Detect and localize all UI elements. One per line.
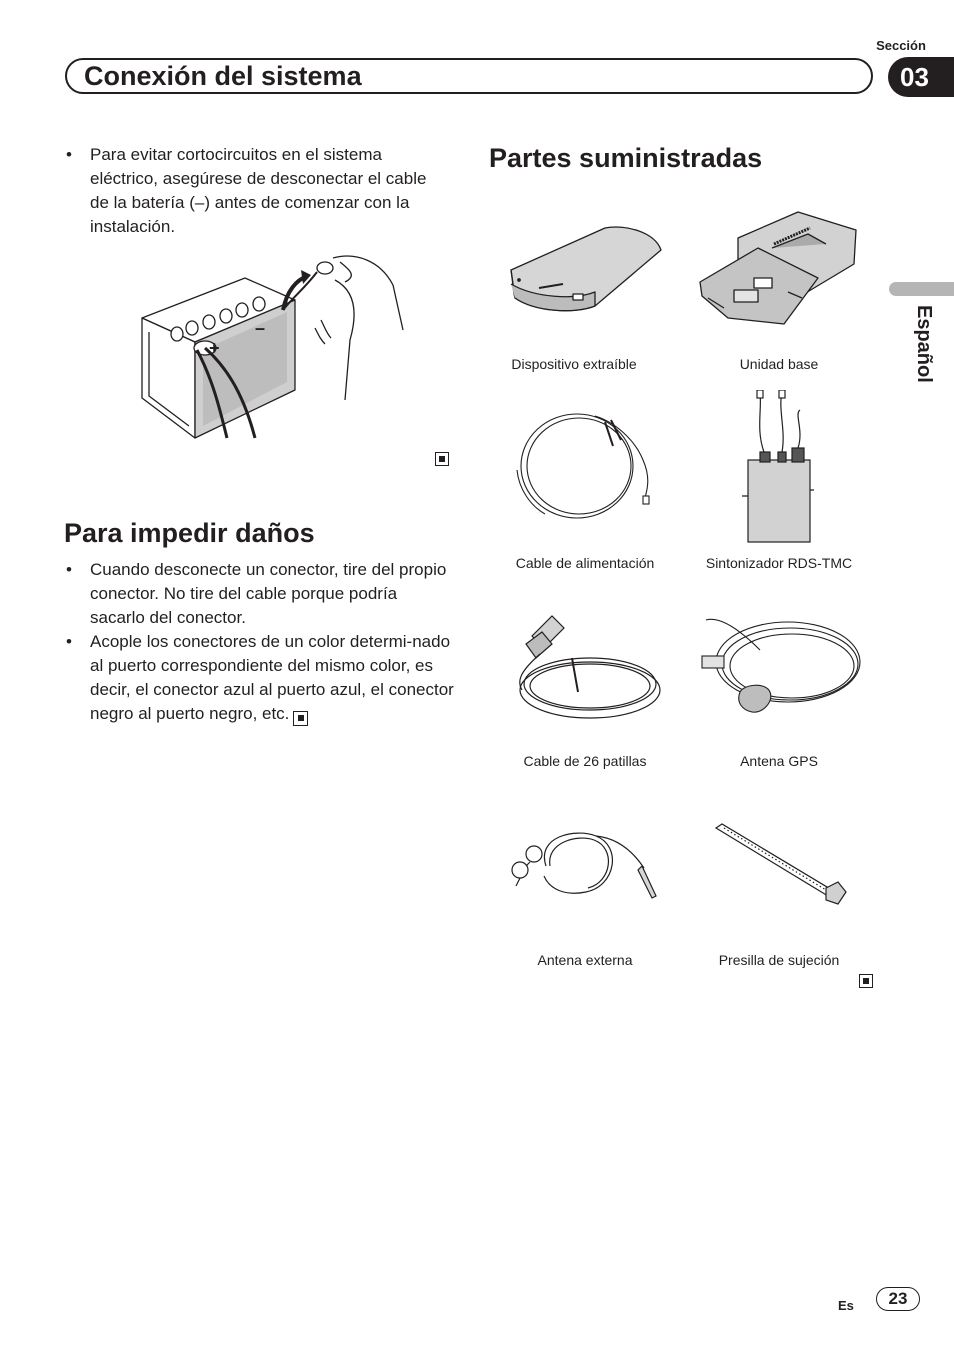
list-item: • Para evitar cortocircuitos en el sistema eléctrico, asegúrese de desconectar el cable de la batería (–) antes de comenzar con la instalación. [64, 143, 450, 239]
rds-tmc-tuner-icon [742, 390, 814, 545]
end-of-section-mark [859, 974, 873, 988]
end-of-section-mark [435, 452, 449, 466]
language-tab-label: Español [913, 305, 935, 383]
part-caption: Antena externa [537, 952, 633, 968]
section-heading-parts: Partes suministradas [489, 143, 763, 173]
page-title: Conexión del sistema [84, 61, 362, 91]
part-caption: Sintonizador RDS-TMC [705, 555, 853, 571]
removable-device-icon [505, 222, 667, 318]
section-label: Sección [876, 38, 926, 53]
battery-plus-label: + [209, 338, 220, 358]
page-number: 23 [876, 1287, 920, 1311]
part-caption: Presilla de sujeción [718, 952, 840, 968]
section-number-badge: 03 [888, 57, 954, 97]
language-tab-marker [889, 282, 954, 296]
intro-bullet-list [64, 143, 450, 239]
list-item [64, 630, 456, 726]
list-item: • Cuando desconecte un conector, tire del propio conector. No tire del cable porque podría sacarlo del conector. [64, 558, 456, 630]
external-antenna-icon [506, 826, 660, 906]
battery-minus-label: – [255, 318, 266, 338]
page-language-code: Es [838, 1298, 854, 1313]
section-heading-damage: Para impedir daños [64, 518, 315, 548]
gps-antenna-icon [700, 610, 862, 718]
cable-tie-icon [714, 822, 848, 908]
damage-bullet-list [64, 558, 456, 726]
part-caption: Antena GPS [740, 753, 818, 769]
part-caption: Cable de alimentación [515, 555, 655, 571]
power-cable-icon [515, 410, 657, 525]
part-caption: Cable de 26 patillas [523, 753, 647, 769]
battery-disconnect-illustration [135, 250, 410, 440]
part-caption: Unidad base [739, 356, 819, 372]
list-item-text: Acople los conectores de un color determi-nado al puerto correspondiente del mismo color, es decir, el conector azul al puerto azul, el conector negro al puerto negro, etc. [90, 632, 454, 723]
cable-26-pin-icon [512, 610, 662, 722]
part-caption: Dispositivo extraíble [511, 356, 637, 372]
base-unit-icon [698, 208, 860, 328]
end-of-section-mark [293, 711, 308, 726]
